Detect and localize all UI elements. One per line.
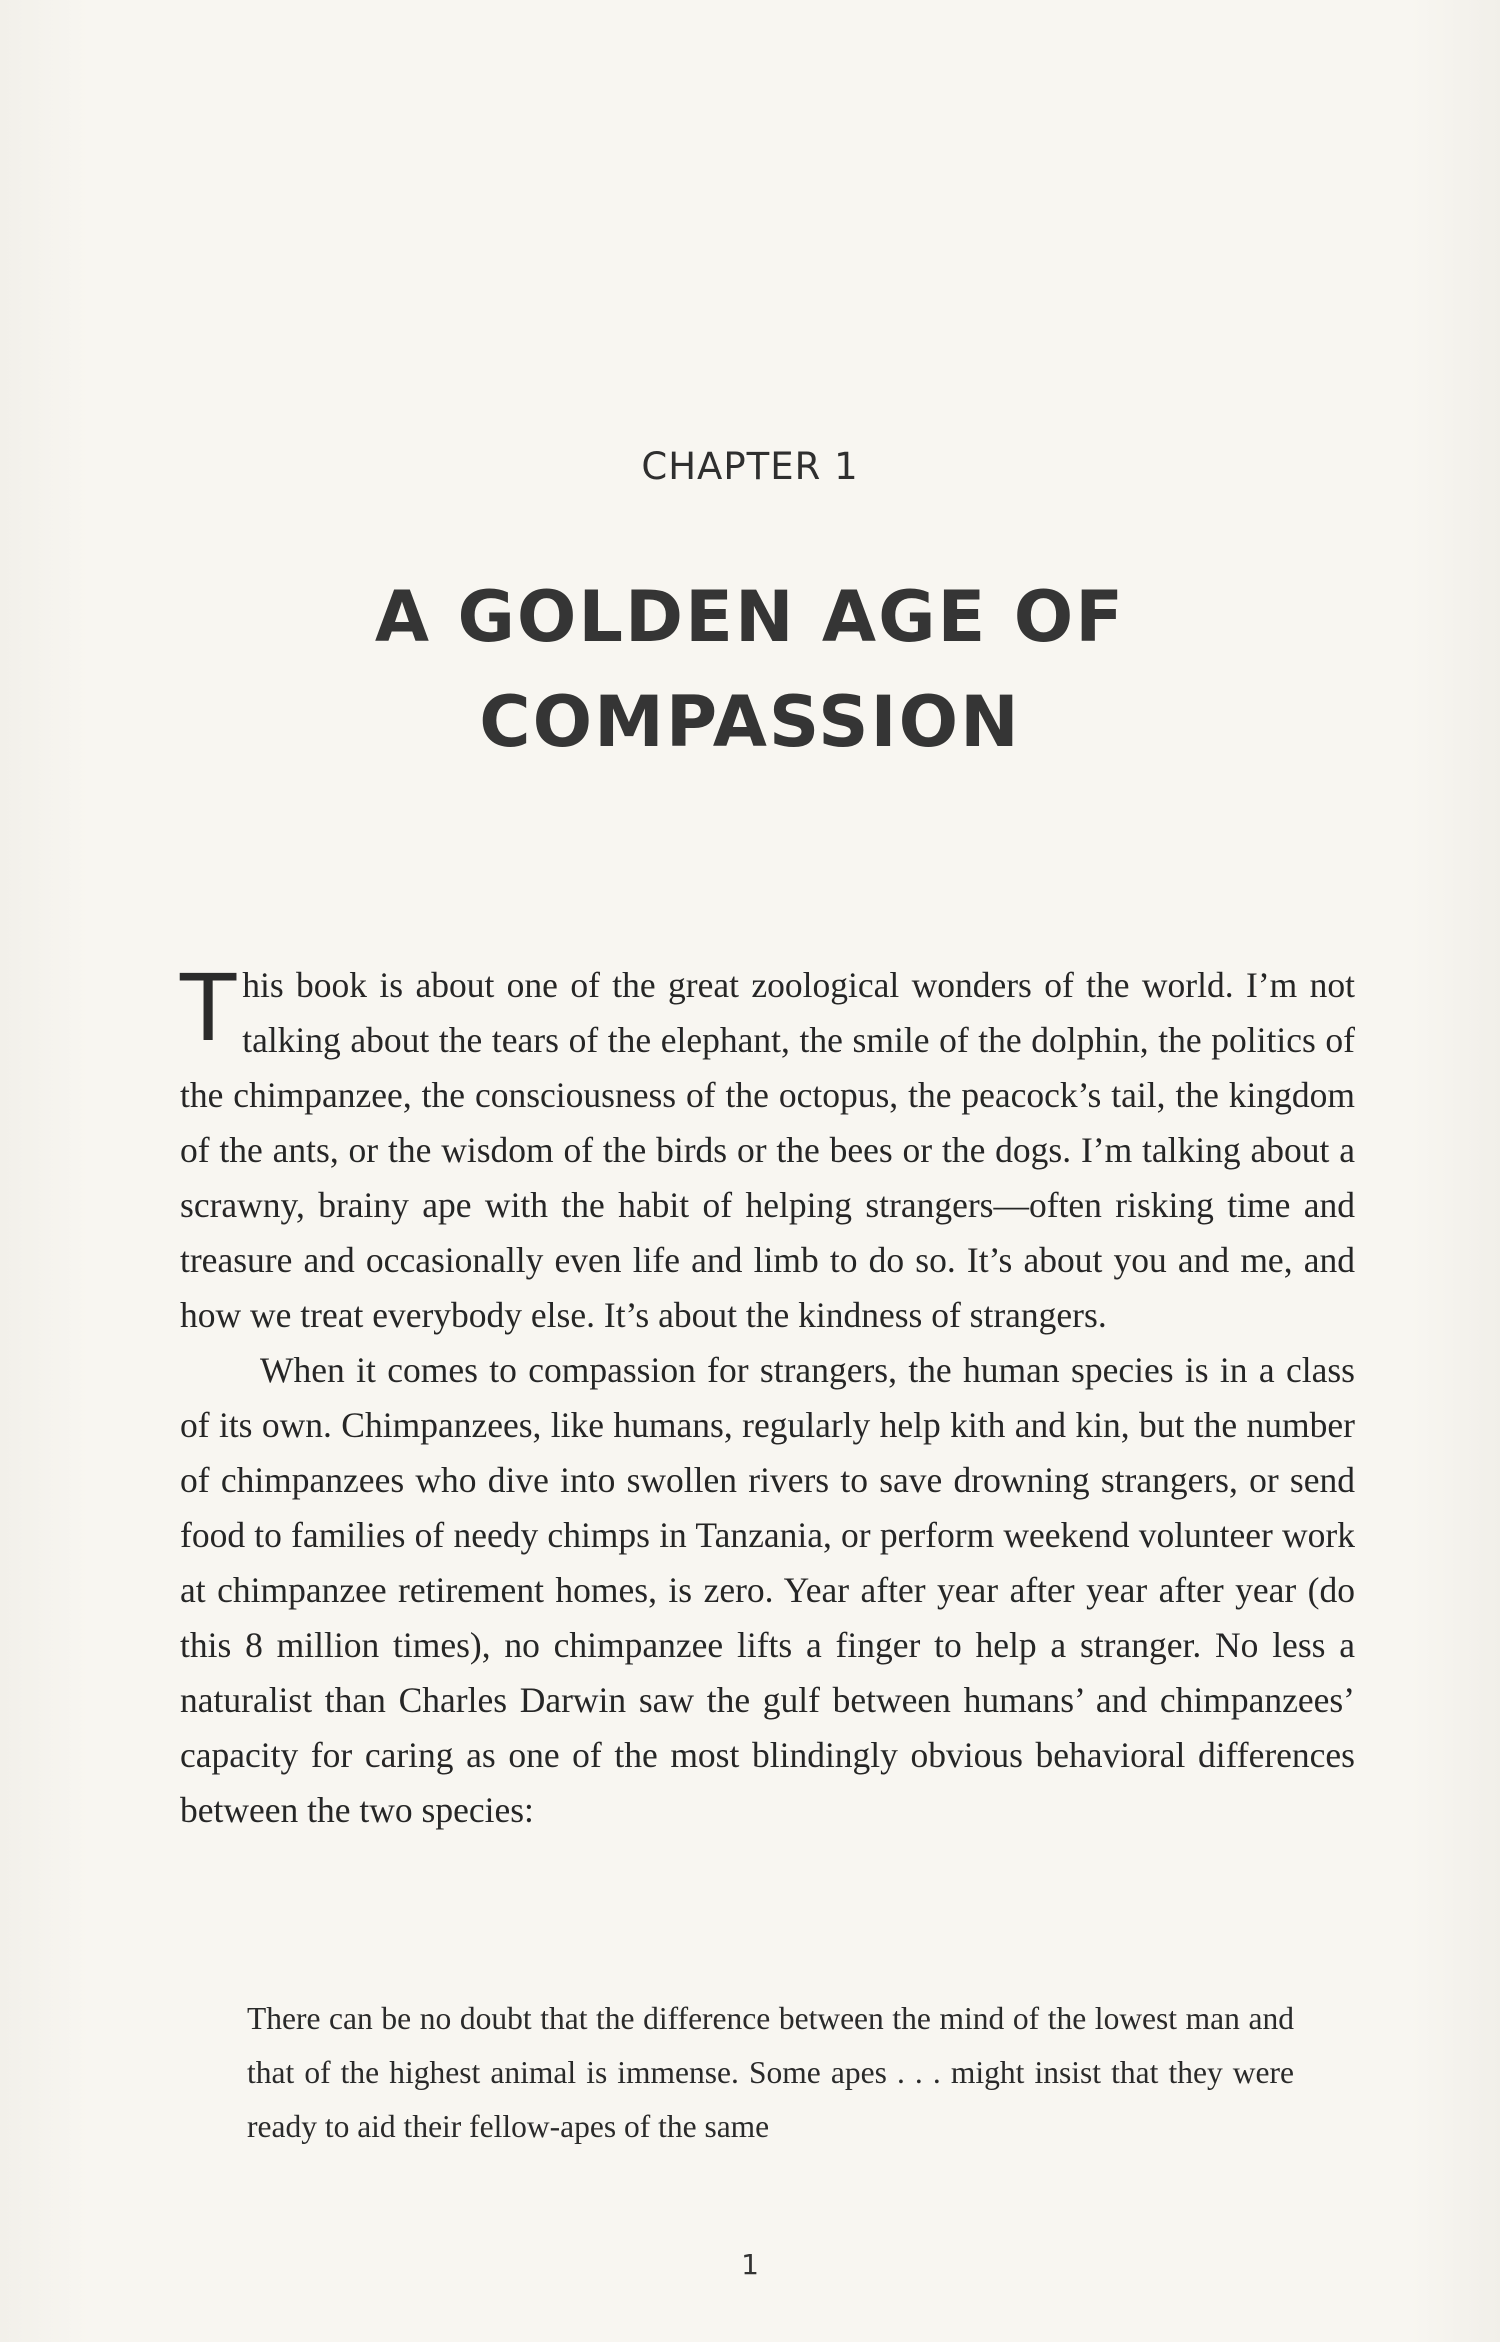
chapter-label: CHAPTER 1 — [641, 445, 859, 488]
chapter-title-line-2: COMPASSION — [479, 681, 1021, 763]
paragraph-1-text: his book is about one of the great zoological wonders of the world. I’m not talking about the tears of the elephant, the smile of the dolphin, the politics of the chimpanzee, the consciousness of the octopus, the peacock’s tail, the kingdom of the ants, or the wisdom of the birds or the bees or the dogs. I’m talking about a scrawny, brainy ape with the habit of helping strangers—often risking time and treasure and occasionally even life and limb to do so. It’s about you and me, and how we treat everybody else. It’s about the kindness of strangers. — [180, 965, 1355, 1335]
block-quote: There can be no doubt that the difference between the mind of the lowest man and that of the highest animal is immense. Some apes . . . might insist that they were ready to aid their fellow-apes of the same — [247, 2001, 1294, 2144]
paragraph-1 — [180, 955, 1355, 1343]
chapter-title — [0, 565, 1500, 775]
paragraph-2: When it comes to compassion for strangers, the human species is in a class of its own. Chimpanzees, like humans, regularly help kith and kin, but the number of chimpanzees who dive into swollen rivers to save drowning strangers, or send food to families of needy chimps in Tanzania, or perform weekend volunteer work at chimpanzee retirement homes, is zero. Year after year after year after year (do this 8 million times), no chimpanzee lifts a finger to help a stranger. No less a naturalist than Charles Darwin saw the gulf between humans’ and chimpanzees’ capacity for caring as one of the most blindingly obvious behavioral differences between the two species: — [180, 1350, 1355, 1830]
chapter-body — [180, 955, 1355, 1838]
drop-cap: T — [180, 955, 237, 1062]
chapter-title-line-1: A GOLDEN AGE OF — [374, 576, 1126, 658]
page-number: 1 — [741, 2248, 759, 2281]
